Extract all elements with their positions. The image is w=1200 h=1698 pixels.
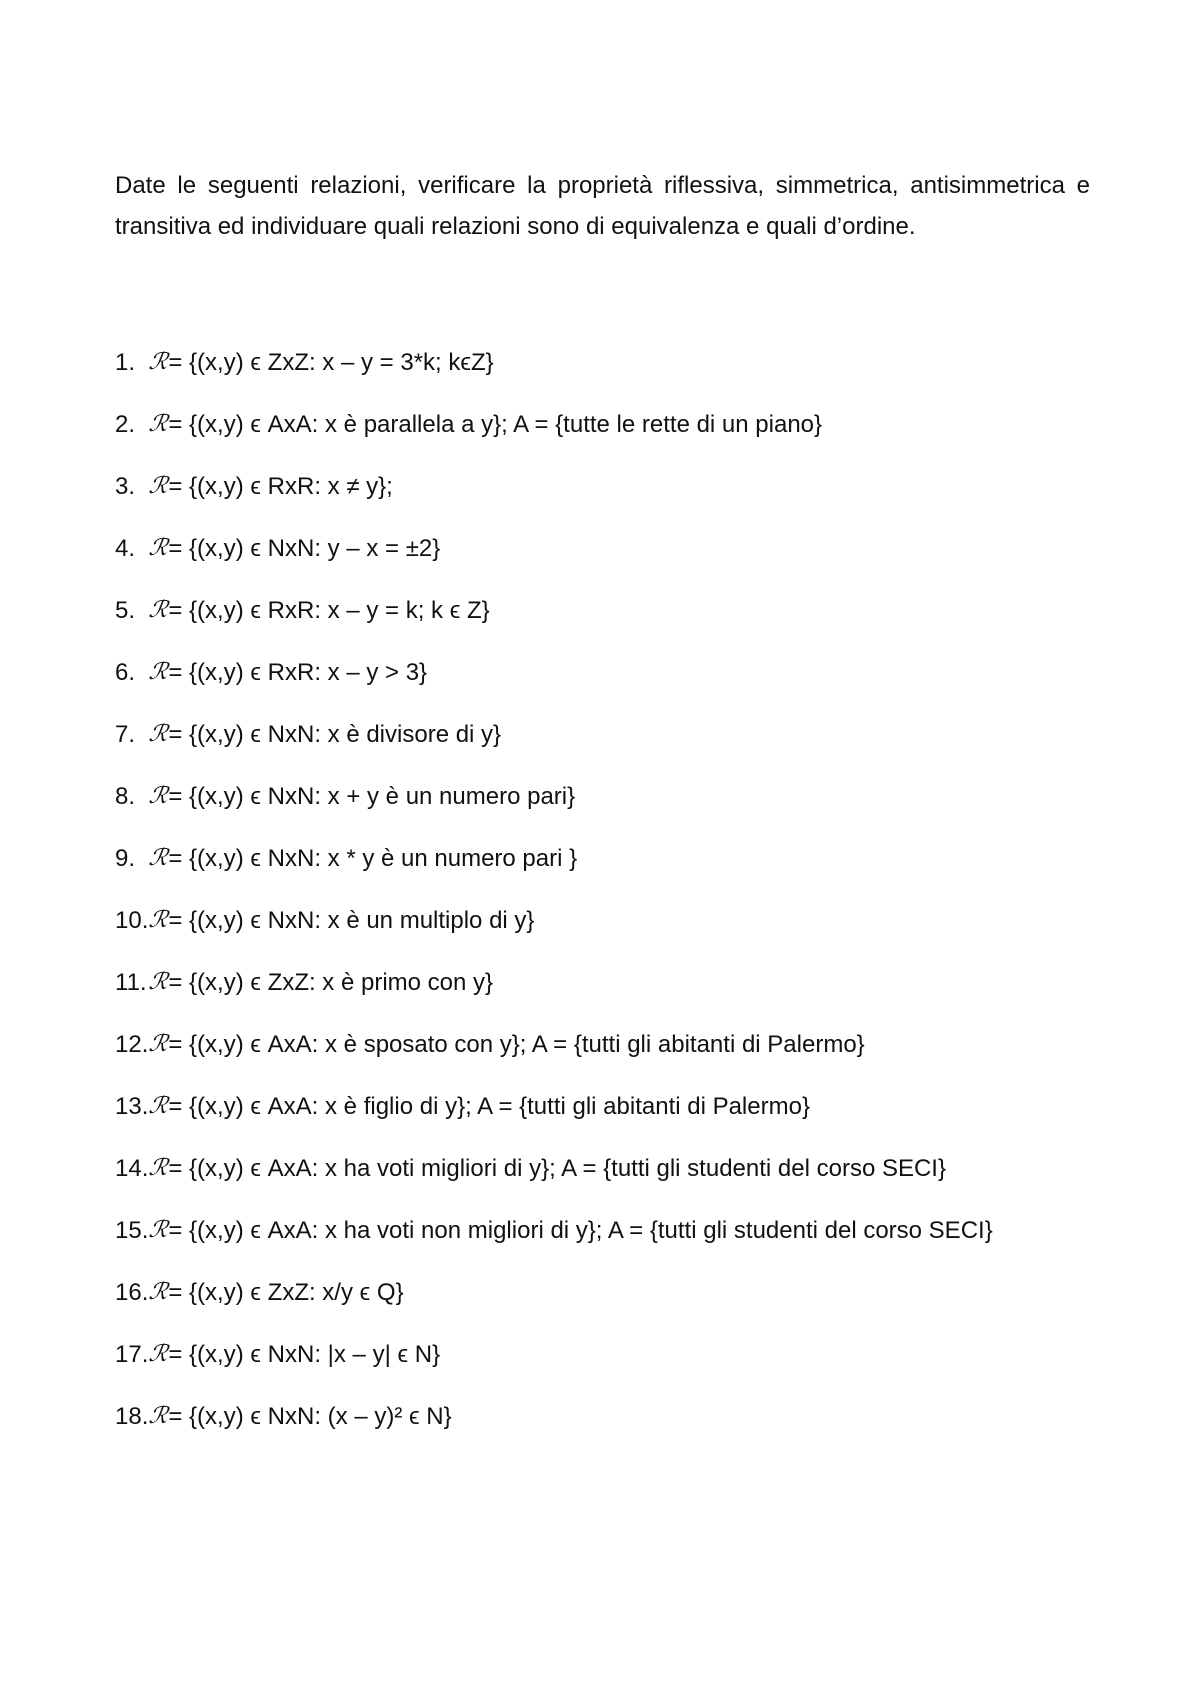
- item-number: 12.: [115, 1031, 149, 1058]
- item-number: 10.: [115, 907, 149, 934]
- item-number: 3.: [115, 473, 136, 500]
- relation-item: [115, 528, 1115, 590]
- relation-item: [115, 1024, 1115, 1086]
- item-number: 15.: [115, 1217, 149, 1244]
- relation-item: [115, 590, 1115, 652]
- relation-item: [115, 1396, 1115, 1458]
- relation-expression: = {(x,y) ϵ ZxZ: x/y ϵ Q}: [168, 1279, 404, 1306]
- relation-expression: = {(x,y) ϵ RxR: x – y > 3}: [168, 659, 428, 686]
- item-number: 1.: [115, 349, 136, 376]
- relation-item: [115, 714, 1115, 776]
- relation-expression: = {(x,y) ϵ ZxZ: x è primo con y}: [168, 969, 494, 996]
- item-number: 4.: [115, 535, 136, 562]
- relation-symbol: ℛ: [147, 597, 170, 623]
- relation-item: [115, 404, 1115, 466]
- relation-item: [115, 1148, 1115, 1210]
- relation-expression: = {(x,y) ϵ NxN: y – x = ±2}: [168, 535, 441, 562]
- relation-expression: = {(x,y) ϵ AxA: x ha voti non migliori di y}; A = {tutti gli studenti del corso SECI}: [168, 1217, 993, 1244]
- item-number: 2.: [115, 411, 136, 438]
- relation-item: [115, 776, 1115, 838]
- relation-symbol: ℛ: [147, 1279, 170, 1305]
- item-number: 14.: [115, 1155, 149, 1182]
- relation-expression: = {(x,y) ϵ AxA: x è parallela a y}; A = {tutte le rette di un piano}: [168, 411, 823, 438]
- item-number: 16.: [115, 1279, 149, 1306]
- relation-symbol: ℛ: [147, 1155, 170, 1181]
- item-number: 11.: [115, 969, 147, 996]
- relation-expression: = {(x,y) ϵ NxN: x + y è un numero pari}: [168, 783, 576, 810]
- relation-item: [115, 962, 1115, 1024]
- relation-item: [115, 342, 1115, 404]
- relation-symbol: ℛ: [147, 907, 170, 933]
- item-number: 17.: [115, 1341, 149, 1368]
- relation-item: [115, 838, 1115, 900]
- relation-expression: = {(x,y) ϵ AxA: x ha voti migliori di y}; A = {tutti gli studenti del corso SECI}: [168, 1155, 946, 1182]
- relation-symbol: ℛ: [147, 473, 170, 499]
- relation-symbol: ℛ: [147, 659, 170, 685]
- relation-symbol: ℛ: [147, 1031, 170, 1057]
- relation-symbol: ℛ: [147, 845, 170, 871]
- relation-expression: = {(x,y) ϵ RxR: x ≠ y};: [168, 473, 393, 500]
- relation-symbol: ℛ: [147, 969, 170, 995]
- relation-symbol: ℛ: [147, 1217, 170, 1243]
- relation-symbol: ℛ: [147, 721, 170, 747]
- relation-expression: = {(x,y) ϵ NxN: |x – y| ϵ N}: [168, 1341, 441, 1368]
- relation-symbol: ℛ: [147, 1403, 170, 1429]
- item-number: 8.: [115, 783, 136, 810]
- relation-expression: = {(x,y) ϵ NxN: x è divisore di y}: [168, 721, 502, 748]
- relation-symbol: ℛ: [147, 783, 170, 809]
- relation-item: [115, 1210, 1115, 1272]
- relation-item: [115, 1334, 1115, 1396]
- relation-symbol: ℛ: [147, 1341, 170, 1367]
- relation-item: [115, 466, 1115, 528]
- relation-expression: = {(x,y) ϵ ZxZ: x – y = 3*k; kϵZ}: [168, 349, 494, 376]
- relation-item: [115, 900, 1115, 962]
- relation-item: [115, 1272, 1115, 1334]
- relation-expression: = {(x,y) ϵ NxN: x * y è un numero pari }: [168, 845, 578, 872]
- item-number: 18.: [115, 1403, 149, 1430]
- item-number: 5.: [115, 597, 136, 624]
- relations-list: [115, 342, 1115, 1458]
- relation-expression: = {(x,y) ϵ AxA: x è figlio di y}; A = {tutti gli abitanti di Palermo}: [168, 1093, 810, 1120]
- relation-expression: = {(x,y) ϵ NxN: x è un multiplo di y}: [168, 907, 535, 934]
- relation-symbol: ℛ: [147, 349, 170, 375]
- intro-paragraph: Date le seguenti relazioni, verificare la proprietà riflessiva, simmetrica, antisimmetrica e transitiva ed individuare quali relazioni sono di equivalenza e quali d’ordine.: [115, 172, 1090, 240]
- item-number: 13.: [115, 1093, 149, 1120]
- relation-symbol: ℛ: [147, 535, 170, 561]
- item-number: 6.: [115, 659, 136, 686]
- relation-expression: = {(x,y) ϵ RxR: x – y = k; k ϵ Z}: [168, 597, 490, 624]
- relation-expression: = {(x,y) ϵ NxN: (x – y)² ϵ N}: [168, 1403, 452, 1430]
- relation-symbol: ℛ: [147, 411, 170, 437]
- relation-symbol: ℛ: [147, 1093, 170, 1119]
- item-number: 9.: [115, 845, 136, 872]
- item-number: 7.: [115, 721, 136, 748]
- relation-item: [115, 652, 1115, 714]
- relation-expression: = {(x,y) ϵ AxA: x è sposato con y}; A = {tutti gli abitanti di Palermo}: [168, 1031, 865, 1058]
- relation-item: [115, 1086, 1115, 1148]
